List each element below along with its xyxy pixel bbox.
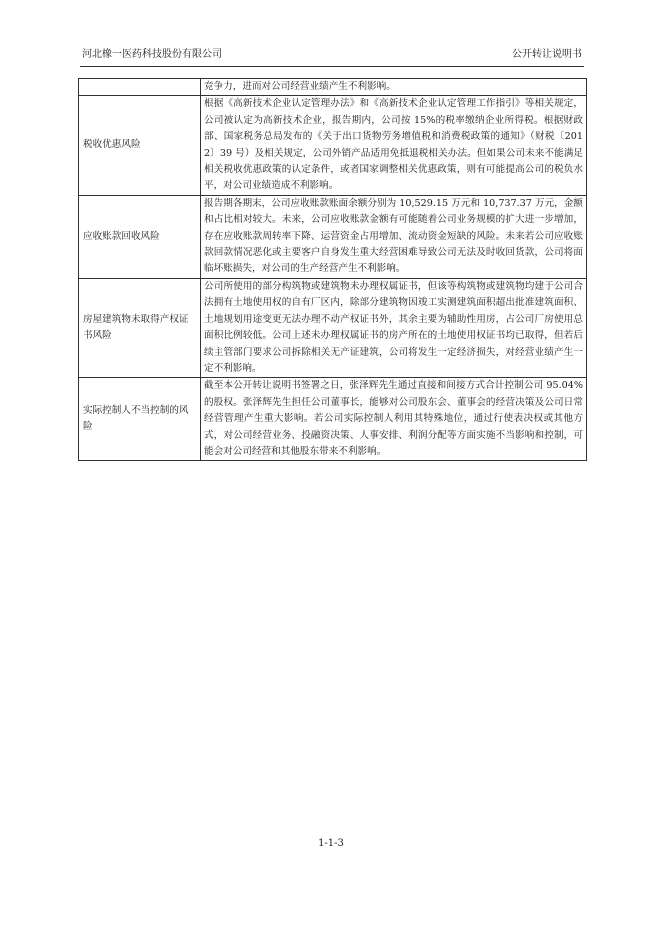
risk-name-cell: 实际控制人不当控制的风险 bbox=[79, 378, 201, 461]
risk-name-cell: 税收优惠风险 bbox=[79, 96, 201, 195]
header-divider bbox=[80, 66, 584, 67]
risk-name-cell: 房屋建筑物未取得产权证书风险 bbox=[79, 278, 201, 377]
table-row bbox=[79, 378, 587, 461]
risk-description-cell: 截至本公开转让说明书签署之日，张泽辉先生通过直接和间接方式合计控制公司 95.04%的股权。张泽辉先生担任公司董事长，能够对公司股东会、董事会的经营决策及公司日常经营管理产生重大影响。若公司实际控制人利用其特殊地位，通过行使表决权或其他方式，对公司经营业务、投融资决策、人事安排、利润分配等方面实施不当影响和控制，可能会对公司经营和其他股东带来不利影响。 bbox=[201, 378, 587, 461]
table-row bbox=[79, 278, 587, 377]
risk-description-cell: 公司所使用的部分构筑物或建筑物未办理权属证书，但该等构筑物或建筑物均建于公司合法拥有土地使用权的自有厂区内，除部分建筑物因竣工实测建筑面积超出批准建筑面积、土地规划用途变更无法办理不动产权证书外，其余主要为辅助性用房，占公司厂房使用总面积比例较低。公司上述未办理权属证书的房产所在的土地使用权证书均已取得，但若后续主管部门要求公司拆除相关无产证建筑，公司将发生一定经济损失，对经营业绩产生一定不利影响。 bbox=[201, 278, 587, 377]
page-number: 1-1-3 bbox=[318, 838, 344, 849]
risk-description-cell: 竞争力，进而对公司经营业绩产生不利影响。 bbox=[201, 79, 587, 96]
risk-name-cell bbox=[79, 79, 201, 96]
table-row bbox=[79, 79, 587, 96]
header-company-name: 河北橡一医药科技股份有限公司 bbox=[82, 49, 222, 60]
risk-description-cell: 根据《高新技术企业认定管理办法》和《高新技术企业认定管理工作指引》等相关规定，公司被认定为高新技术企业，报告期内，公司按 15%的税率缴纳企业所得税。根据财政部、国家税务总局发布的《关于出口货物劳务增值税和消费税政策的通知》（财税〔2012〕39 号）及相关规定，公司外销产品适用免抵退税相关办法。但如果公司未来不能满足相关税收优惠政策的认定条件，或者国家调整相关优惠政策，则有可能提高公司的税负水平，对公司业绩造成不利影响。 bbox=[201, 96, 587, 195]
table-row bbox=[79, 195, 587, 278]
table-row bbox=[79, 96, 587, 195]
header-document-title: 公开转让说明书 bbox=[512, 49, 582, 60]
page-header bbox=[80, 46, 584, 64]
risk-factors-table bbox=[78, 78, 587, 461]
risk-description-cell: 报告期各期末，公司应收账款账面余额分别为 10,529.15 万元和 10,737.37 万元，金额和占比相对较大。未来，公司应收账款金额有可能随着公司业务规模的扩大进一步增加，存在应收账款周转率下降、运营资金占用增加、流动资金短缺的风险。未来若公司应收账款回款情况恶化或主要客户自身发生重大经营困难导致公司无法及时收回货款，公司将面临坏账损失，对公司的生产经营产生不利影响。 bbox=[201, 195, 587, 278]
risk-name-cell: 应收账款回收风险 bbox=[79, 195, 201, 278]
